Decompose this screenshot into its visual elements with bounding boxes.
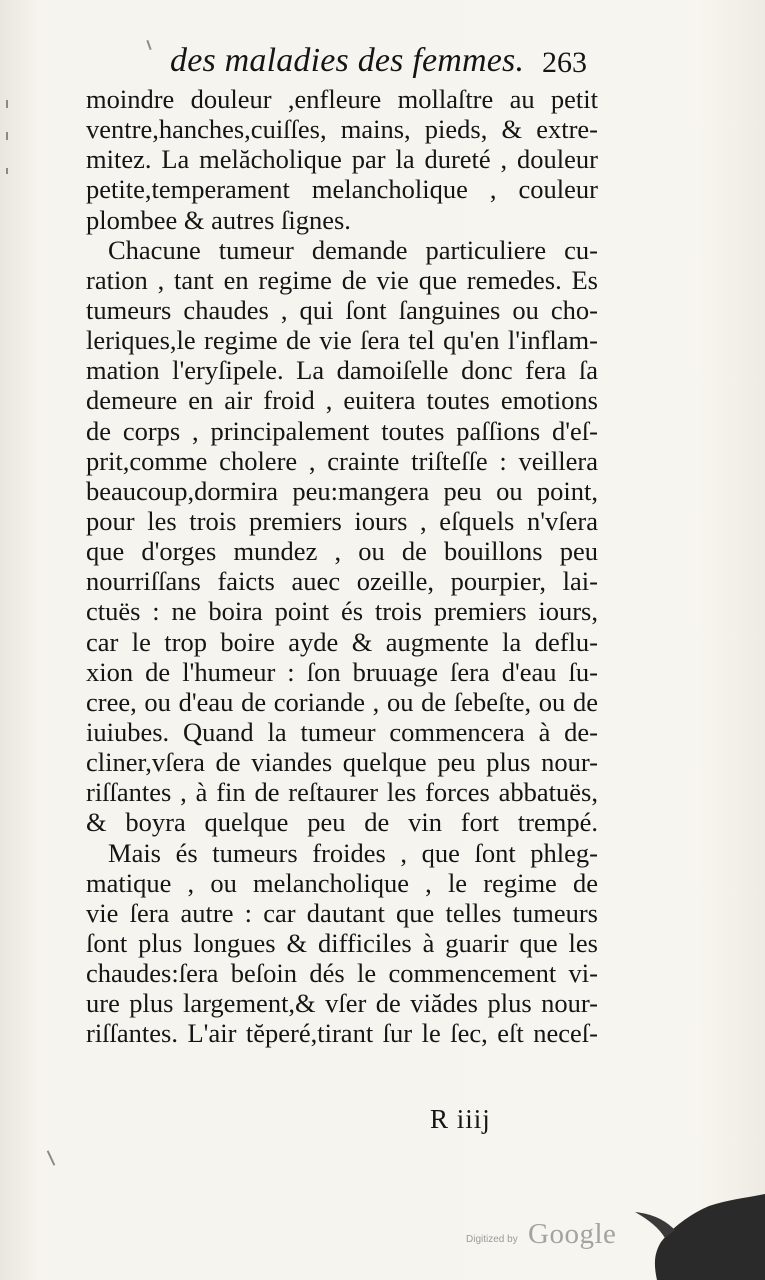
text-line: pour les trois premiers iours , eſquels n'vſera <box>86 505 598 536</box>
text-line: ration , tant en regime de vie que remedes. Es <box>86 264 598 295</box>
text-line: mation l'eryſipele. La damoiſelle donc fera ſa <box>86 355 598 386</box>
signature-mark: R iiij <box>430 1104 491 1134</box>
text-line: xion de l'humeur : ſon bruuage ſera d'eau ſu- <box>86 656 598 687</box>
margin-speck <box>6 132 8 140</box>
digitized-watermark <box>466 1218 626 1258</box>
watermark-brand: Google <box>528 1218 617 1250</box>
text-line: plombee & autres ſignes. <box>86 204 351 235</box>
page-number: 263 <box>542 46 587 79</box>
text-line: matique , ou melancholique , le regime de <box>86 867 598 898</box>
margin-speck <box>146 40 151 50</box>
text-line: cree, ou d'eau de coriande , ou de ſebeſte, ou de <box>86 686 598 717</box>
text-line: riſſantes , à fin de reſtaurer les forces abbatuës, <box>86 777 598 808</box>
margin-speck <box>6 168 8 174</box>
text-line: beaucoup,dormira peu:mangera peu ou point, <box>86 475 598 506</box>
watermark-prefix: Digitized by <box>466 1234 518 1245</box>
text-line: ure plus largement,& vſer de viădes plus nour- <box>86 988 598 1019</box>
running-head <box>170 42 610 88</box>
text-line: iuiubes. Quand la tumeur commencera à de- <box>86 716 598 747</box>
text-line: ctuës : ne boira point és trois premiers iours, <box>86 596 598 627</box>
text-line: moindre douleur ,enfleure mollaſtre au petit <box>86 84 598 114</box>
text-line: ſont plus longues & difficiles à guarir que les <box>86 927 598 958</box>
text-line: Chacune tumeur demande particuliere cu- <box>108 234 598 265</box>
text-line: leriques,le regime de vie ſera tel qu'en l'inflam- <box>86 325 598 356</box>
text-line: car le trop boire ayde & augmente la deflu- <box>86 626 598 657</box>
body-text <box>86 84 598 1049</box>
text-line: vie ſera autre : car dautant que telles tumeurs <box>86 897 598 928</box>
text-line: prit,comme cholere , crainte triſteſſe : veillera <box>86 445 598 476</box>
text-line: tumeurs chaudes , qui ſont ſanguines ou cho- <box>86 294 598 325</box>
margin-speck <box>6 100 8 108</box>
text-line: nourriſſans faicts auec ozeille, pourpier, lai- <box>86 566 598 597</box>
text-line: chaudes:ſera beſoin dés le commencement vi- <box>86 958 598 989</box>
text-line: de corps , principalement toutes paſſions d'eſ- <box>86 415 598 446</box>
text-line: mitez. La melăcholique par la dureté , douleur <box>86 144 598 175</box>
margin-speck <box>47 1150 56 1165</box>
text-line: Mais és tumeurs froides , que ſont phleg- <box>108 837 598 868</box>
page-edge-shadow <box>635 1190 765 1280</box>
text-line: que d'orges mundez , ou de bouillons peu <box>86 536 598 567</box>
text-line: petite,temperament melancholique , couleur <box>86 174 598 205</box>
text-line: & boyra quelque peu de vin fort trempé. <box>86 807 598 838</box>
text-line: ventre,hanches,cuiſſes, mains, pieds, & extre- <box>86 114 598 145</box>
text-line: cliner,vſera de viandes quelque peu plus nour- <box>86 747 598 778</box>
text-line: riſſantes. L'air tĕperé,tirant ſur le ſec, eſt neceſ- <box>86 1018 598 1049</box>
text-line: demeure en air froid , euitera toutes emotions <box>86 385 598 416</box>
running-title: des maladies des femmes. <box>170 42 525 79</box>
